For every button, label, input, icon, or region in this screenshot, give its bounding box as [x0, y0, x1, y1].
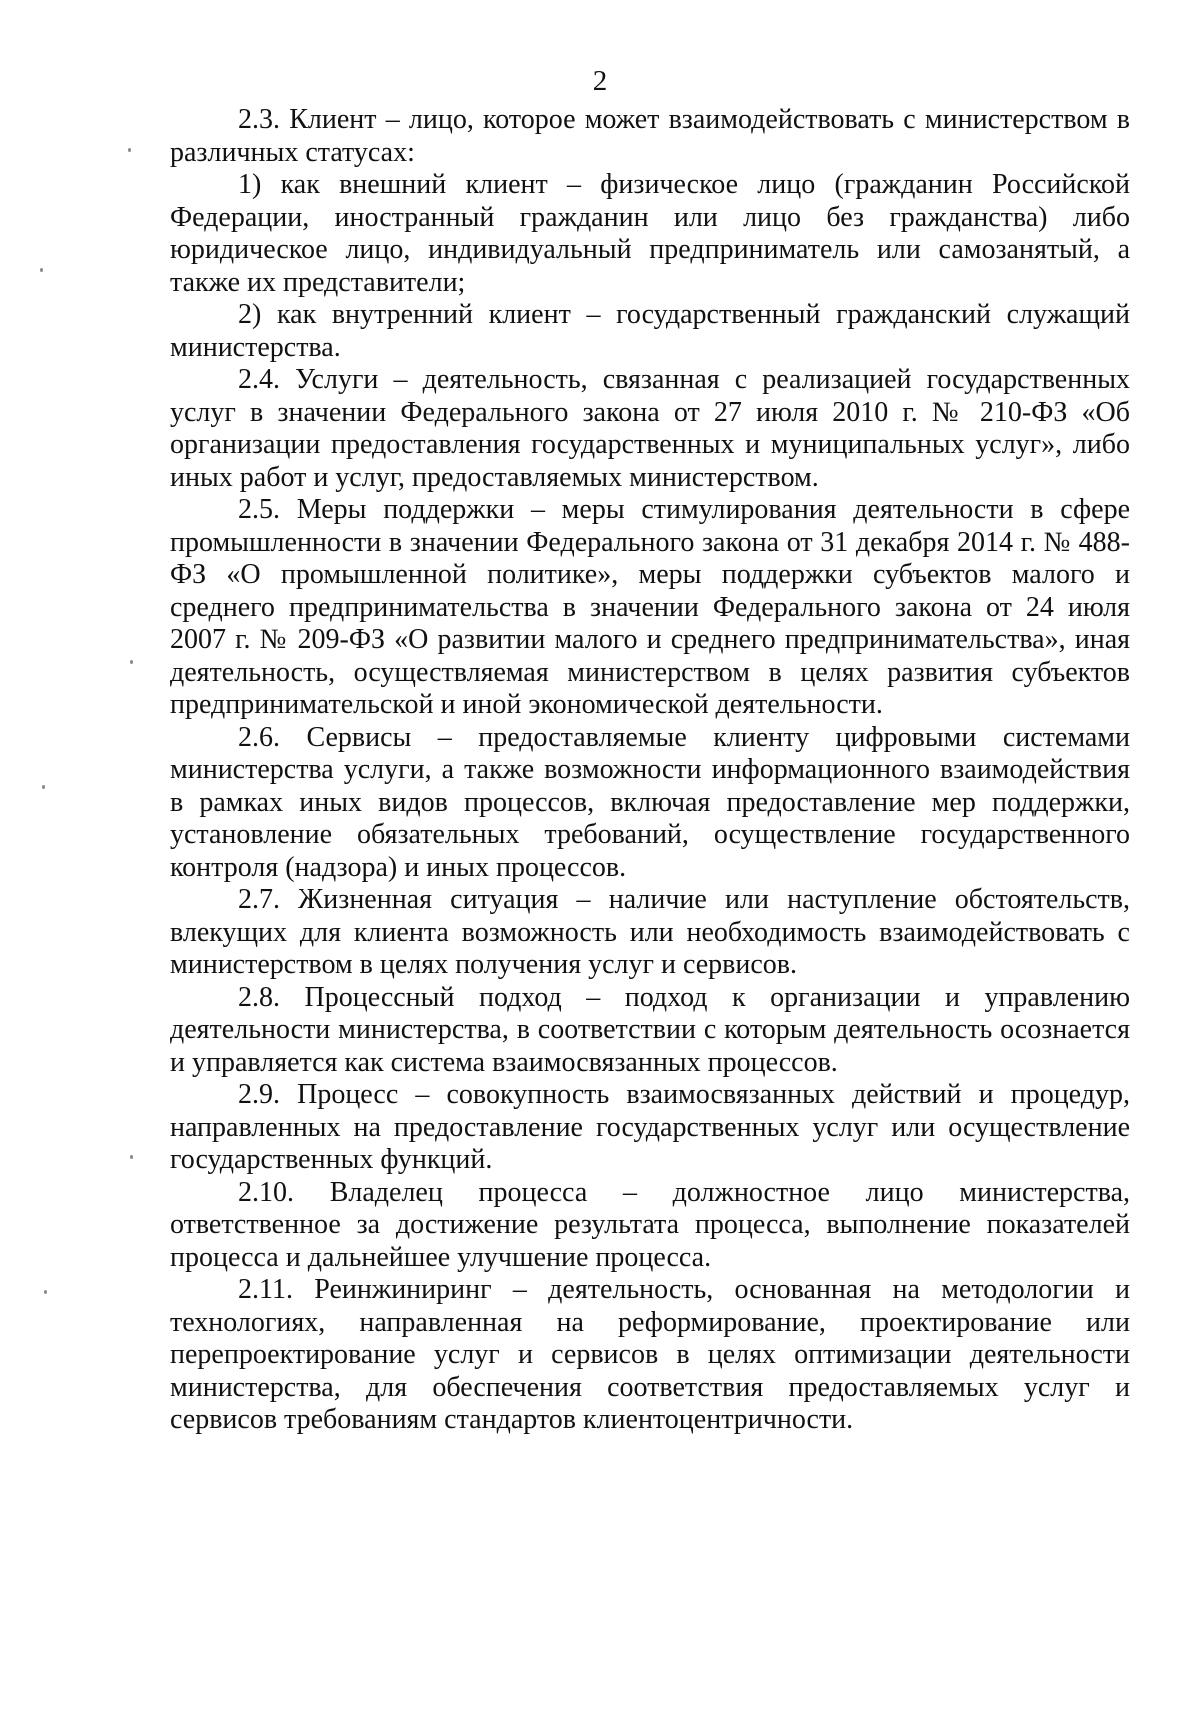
- paragraph-2-8: 2.8. Процессный подход – подход к организации и управлению деятельности министерства, в соответствии с которым деятельность осознается и управляется как система взаимосвязанных процессов.: [170, 981, 1130, 1078]
- paragraph-2-7: 2.7. Жизненная ситуация – наличие или наступление обстоятельств, влекущих для клиента возможность или необходимость взаимодействовать с министерством в целях получения услуг и сервисов.: [170, 884, 1130, 980]
- scan-speck: [130, 1155, 133, 1159]
- scan-speck: [42, 785, 45, 789]
- paragraph-2-4: 2.4. Услуги – деятельность, связанная с реализацией государственных услуг в значении Федерального закона от 27 июля 2010 г. № 210-ФЗ «Об организации предоставления государственных и муниципальных услуг», либо иных работ и услуг, предоставляемых министерством.: [170, 364, 1130, 493]
- paragraph-2-9: 2.9. Процесс – совокупность взаимосвязанных действий и процедур, направленных на предоставление государственных услуг или осуществление государственных функций.: [170, 1079, 1130, 1175]
- scan-speck: [130, 660, 133, 664]
- paragraph-2-10: 2.10. Владелец процесса – должностное лицо министерства, ответственное за достижение результата процесса, выполнение показателей процесса и дальнейшее улучшение процесса.: [170, 1176, 1130, 1273]
- page-number: 2: [592, 65, 608, 97]
- paragraph-2-3-item-1: 1) как внешний клиент – физическое лицо (гражданин Российской Федерации, иностранный гражданин или лицо без гражданства) либо юридическое лицо, индивидуальный предприниматель или самозанятый, а также их представители;: [170, 169, 1130, 298]
- document-body: [170, 104, 1130, 1437]
- paragraph-2-11: 2.11. Реинжиниринг – деятельность, основанная на методологии и технологиях, направленная на реформирование, проектирование или перепроектирование услуг и сервисов в целях оптимизации деятельности министерства, для обеспечения соответствия предоставляемых услуг и сервисов требованиям стандартов клиентоцентричности.: [170, 1274, 1130, 1435]
- scan-speck: [128, 148, 131, 152]
- paragraph-2-3: 2.3. Клиент – лицо, которое может взаимодействовать с министерством в различных статусах:: [170, 104, 1130, 168]
- paragraph-2-6: 2.6. Сервисы – предоставляемые клиенту цифровыми системами министерства услуги, а также возможности информационного взаимодействия в рамках иных видов процессов, включая предоставление мер поддержки, установление обязательных требований, осуществление государственного контроля (надзора) и иных процессов.: [170, 721, 1130, 883]
- scan-speck: [44, 1290, 47, 1294]
- paragraph-2-5: 2.5. Меры поддержки – меры стимулирования деятельности в сфере промышленности в значении Федерального закона от 31 декабря 2014 г. № 488-ФЗ «О промышленной политике», меры поддержки субъектов малого и среднего предпринимательства в значении Федерального закона от 24 июля 2007 г. № 209-ФЗ «О развитии малого и среднего предпринимательства», иная деятельность, осуществляемая министерством в целях развития субъектов предпринимательской и иной экономической деятельности.: [170, 494, 1130, 720]
- paragraph-2-3-item-2: 2) как внутренний клиент – государственный гражданский служащий министерства.: [170, 299, 1130, 363]
- scan-speck: [40, 268, 43, 272]
